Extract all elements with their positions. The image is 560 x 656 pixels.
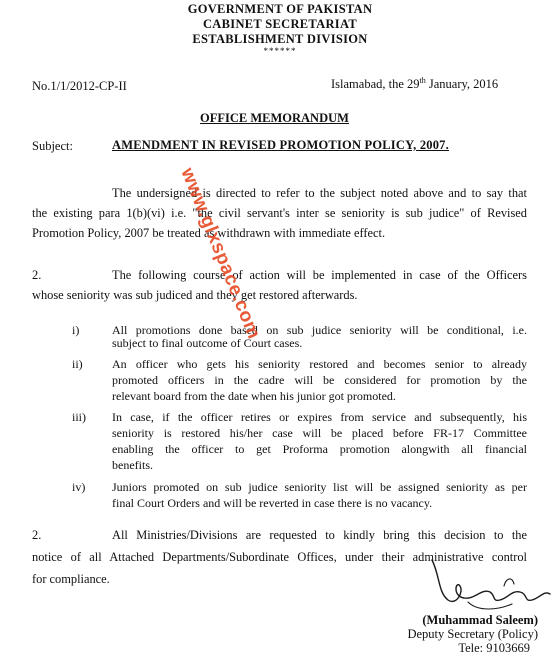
para3-line3: for compliance. [32,572,110,586]
signatory-designation: Deputy Secretary (Policy) [407,627,538,641]
item-line: benefits. [112,458,153,472]
item-numeral: ii) [72,357,83,371]
item-line: promoted officers in the cadre will be considered for promotion by the [112,373,527,387]
para1-line1: The undersigned is directed to refer to the subject noted above and to say that [112,186,527,200]
item-line: seniority is restored his/her case will be placed before FR-17 Committee [112,426,527,440]
memo-title: OFFICE MEMORANDUM [200,111,349,125]
item-numeral: iii) [72,410,86,424]
para2-line1: The following course of action will be implemented in case of the Officers [112,268,527,282]
item-line: Juniors promoted on sub judice seniority list will be assigned seniority as per [112,480,527,494]
item-line: relevant board from the date when his junior got promoted. [112,389,396,403]
watermark: www.glxspace.com [176,165,265,343]
item-line: subject to final outcome of Court cases. [112,336,303,350]
header-government: GOVERNMENT OF PAKISTAN [187,2,373,16]
date-prefix: Islamabad, the 29 [331,77,420,92]
para1-line2: the existing para 1(b)(vi) i.e. "the civil servant's inter se seniority is sub judice" of Revised [32,206,527,220]
item-line: enabling the officer to get Proforma promotion alongwith all financial [112,442,527,456]
signatory-name: (Muhammad Saleem) [422,613,538,627]
para3-line1: All Ministries/Divisions are requested to kindly bring this decision to the [112,528,527,542]
handwritten-signature [408,556,558,616]
item-line: All promotions done based on sub judice seniority will be conditional, i.e. [112,323,527,337]
signatory-phone: Tele: 9103669 [458,641,530,655]
reference-number: No.1/1/2012-CP-II [32,79,127,93]
subject-title: AMENDMENT IN REVISED PROMOTION POLICY, 2007. [112,138,449,152]
date-suffix: th [419,76,426,85]
subject-label: Subject: [32,139,73,153]
para3-number: 2. [32,528,42,542]
item-numeral: i) [72,323,80,337]
item-numeral: iv) [72,480,86,494]
para2-line2: whose seniority was sub judiced and they get restored afterwards. [32,288,358,302]
item-line: In case, if the officer retires or expires from service and subsequently, his [112,410,527,424]
memo-date [331,76,498,92]
date-rest: January, 2016 [425,77,499,92]
item-line: An officer who gets his seniority restored and becomes senior to already [112,357,527,371]
header-division: ESTABLISHMENT DIVISION [192,32,368,46]
para2-number: 2. [32,268,42,282]
para1-line3: Promotion Policy, 2007 be treated as withdrawn with immediate effect. [32,226,386,240]
para3-line2: notice of all Attached Departments/Subordinate Offices, under their administrative control [32,550,527,564]
header-stars: ****** [263,46,297,56]
item-line: final Court Orders and will be reverted in case there is no vacancy. [112,496,433,510]
header-cabinet: CABINET SECRETARIAT [202,17,357,31]
